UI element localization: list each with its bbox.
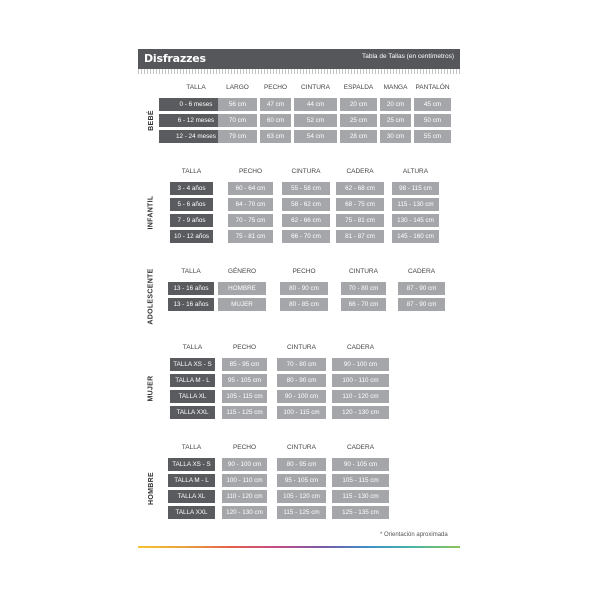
size-label-cell: TALLA XL (170, 390, 215, 403)
measurement-cell: 81 - 87 cm (336, 230, 384, 243)
measurement-cell: 60 - 64 cm (228, 182, 273, 195)
measurement-cell: 115 - 130 cm (392, 198, 439, 211)
column-header: CADERA (346, 344, 375, 351)
measurement-cell: 66 - 70 cm (341, 298, 386, 311)
column-header: PECHO (263, 84, 288, 91)
measurement-cell: 56 cm (218, 98, 257, 111)
size-label-cell: 13 - 16 años (168, 298, 214, 311)
column-header: GÉNERO (227, 268, 257, 275)
column-header: CINTURA (287, 444, 316, 451)
measurement-cell: 70 - 75 cm (228, 214, 273, 227)
measurement-cell: 70 - 80 cm (341, 282, 386, 295)
size-label-cell: 10 - 12 años (170, 230, 213, 243)
measurement-cell: 28 cm (340, 130, 377, 143)
measurement-cell: 115 - 130 cm (332, 490, 389, 503)
measurement-cell: 98 - 115 cm (392, 182, 439, 195)
category-label (144, 358, 158, 419)
column-header: CINTURA (301, 84, 330, 91)
measurement-cell: 79 cm (218, 130, 257, 143)
column-header: PECHO (232, 344, 257, 351)
column-header: TALLA (181, 268, 201, 275)
rainbow-divider (138, 546, 460, 548)
size-label-cell: TALLA M - L (168, 474, 215, 487)
column-header: TALLA (181, 168, 202, 175)
measurement-cell: 58 - 62 cm (282, 198, 330, 211)
category-label-text: BEBÉ (147, 110, 155, 131)
size-label-cell: TALLA M - L (170, 374, 215, 387)
measurement-cell: 80 - 85 cm (280, 298, 328, 311)
measurement-cell: 52 cm (294, 114, 337, 127)
category-label (144, 182, 158, 243)
size-label-cell: 6 - 12 meses (159, 114, 233, 127)
column-header: CADERA (346, 444, 375, 451)
column-header: PECHO (238, 168, 263, 175)
measurement-cell: 25 cm (380, 114, 411, 127)
size-label-cell: TALLA XXL (168, 506, 215, 519)
size-label-cell: TALLA XL (168, 490, 215, 503)
column-header: CADERA (346, 168, 374, 175)
column-header: CINTURA (349, 268, 378, 275)
measurement-cell: 85 - 95 cm (222, 358, 267, 371)
measurement-cell: 47 cm (260, 98, 291, 111)
measurement-cell: 55 - 58 cm (282, 182, 330, 195)
measurement-cell: 70 cm (218, 114, 257, 127)
category-label (144, 268, 158, 325)
column-header: ALTURA (402, 168, 429, 175)
column-header: PECHO (292, 268, 316, 275)
measurement-cell: MUJER (218, 298, 266, 311)
measurement-cell: 62 - 68 cm (336, 182, 384, 195)
size-label-cell: 5 - 6 años (170, 198, 213, 211)
category-label-text: MUJER (147, 375, 155, 402)
measurement-cell: 60 cm (260, 114, 291, 127)
measurement-cell: 55 cm (414, 130, 451, 143)
footnote: * Orientación aproximada (380, 532, 448, 538)
measurement-cell: 90 - 100 cm (222, 458, 267, 471)
measurement-cell: 75 - 81 cm (336, 214, 384, 227)
measurement-cell: 70 - 80 cm (277, 358, 326, 371)
measurement-cell: 90 - 100 cm (332, 358, 389, 371)
measurement-cell: 62 - 66 cm (282, 214, 330, 227)
category-label-text: INFANTIL (147, 195, 155, 230)
measurement-cell: 45 cm (414, 98, 451, 111)
column-header: LARGO (226, 84, 249, 91)
measurement-cell: 90 - 105 cm (332, 458, 389, 471)
measurement-cell: 80 - 90 cm (280, 282, 328, 295)
measurement-cell: 66 - 70 cm (282, 230, 330, 243)
column-header: CADERA (407, 268, 436, 275)
measurement-cell: 63 cm (260, 130, 291, 143)
size-label-cell: TALLA XXL (170, 406, 215, 419)
size-label-cell: 12 - 24 meses (159, 130, 233, 143)
measurement-cell: 110 - 120 cm (222, 490, 267, 503)
column-header: CINTURA (287, 344, 316, 351)
measurement-cell: 68 - 75 cm (336, 198, 384, 211)
category-label (144, 98, 158, 143)
size-label-cell: TALLA XS - S (170, 358, 215, 371)
column-header: PECHO (232, 444, 257, 451)
category-label-text: ADOLESCENTE (147, 268, 155, 325)
measurement-cell: 100 - 115 cm (277, 406, 326, 419)
measurement-cell: 64 - 70 cm (228, 198, 273, 211)
measurement-cell: 145 - 160 cm (392, 230, 439, 243)
measurement-cell: 105 - 120 cm (277, 490, 326, 503)
measurement-cell: 87 - 90 cm (398, 282, 445, 295)
ruler-strip (138, 69, 460, 74)
brand-header-bar (138, 49, 460, 69)
size-table-title: Tabla de Tallas (en centímetros) (361, 53, 454, 60)
measurement-cell: 80 - 90 cm (277, 374, 326, 387)
measurement-cell: 110 - 120 cm (332, 390, 389, 403)
measurement-cell: 20 cm (340, 98, 377, 111)
measurement-cell: 25 cm (340, 114, 377, 127)
column-header: PANTALÓN (415, 84, 450, 91)
column-header: TALLA (186, 84, 206, 91)
size-label-cell: TALLA XS - S (168, 458, 215, 471)
brand-logo: Disfrazzes (144, 52, 206, 65)
measurement-cell: 87 - 90 cm (398, 298, 445, 311)
size-label-cell: 7 - 9 años (170, 214, 213, 227)
column-header: TALLA (182, 344, 203, 351)
measurement-cell: 44 cm (294, 98, 337, 111)
column-header: MANGA (383, 84, 408, 91)
measurement-cell: 120 - 130 cm (332, 406, 389, 419)
column-header: TALLA (181, 444, 202, 451)
category-label-text: HOMBRE (147, 472, 155, 505)
category-label (144, 458, 158, 519)
measurement-cell: 30 cm (380, 130, 411, 143)
column-header: ESPALDA (343, 84, 374, 91)
measurement-cell: 100 - 110 cm (222, 474, 267, 487)
measurement-cell: 125 - 135 cm (332, 506, 389, 519)
column-header: CINTURA (291, 168, 321, 175)
measurement-cell: 95 - 105 cm (222, 374, 267, 387)
measurement-cell: 130 - 145 cm (392, 214, 439, 227)
measurement-cell: 105 - 115 cm (222, 390, 267, 403)
measurement-cell: HOMBRE (218, 282, 266, 295)
measurement-cell: 90 - 100 cm (277, 390, 326, 403)
measurement-cell: 54 cm (294, 130, 337, 143)
measurement-cell: 50 cm (414, 114, 451, 127)
measurement-cell: 120 - 130 cm (222, 506, 267, 519)
measurement-cell: 80 - 95 cm (277, 458, 326, 471)
size-label-cell: 0 - 6 meses (159, 98, 233, 111)
size-label-cell: 3 - 4 años (170, 182, 213, 195)
measurement-cell: 105 - 115 cm (332, 474, 389, 487)
measurement-cell: 100 - 110 cm (332, 374, 389, 387)
measurement-cell: 115 - 125 cm (222, 406, 267, 419)
measurement-cell: 75 - 81 cm (228, 230, 273, 243)
size-label-cell: 13 - 16 años (168, 282, 214, 295)
measurement-cell: 95 - 105 cm (277, 474, 326, 487)
measurement-cell: 20 cm (380, 98, 411, 111)
measurement-cell: 115 - 125 cm (277, 506, 326, 519)
